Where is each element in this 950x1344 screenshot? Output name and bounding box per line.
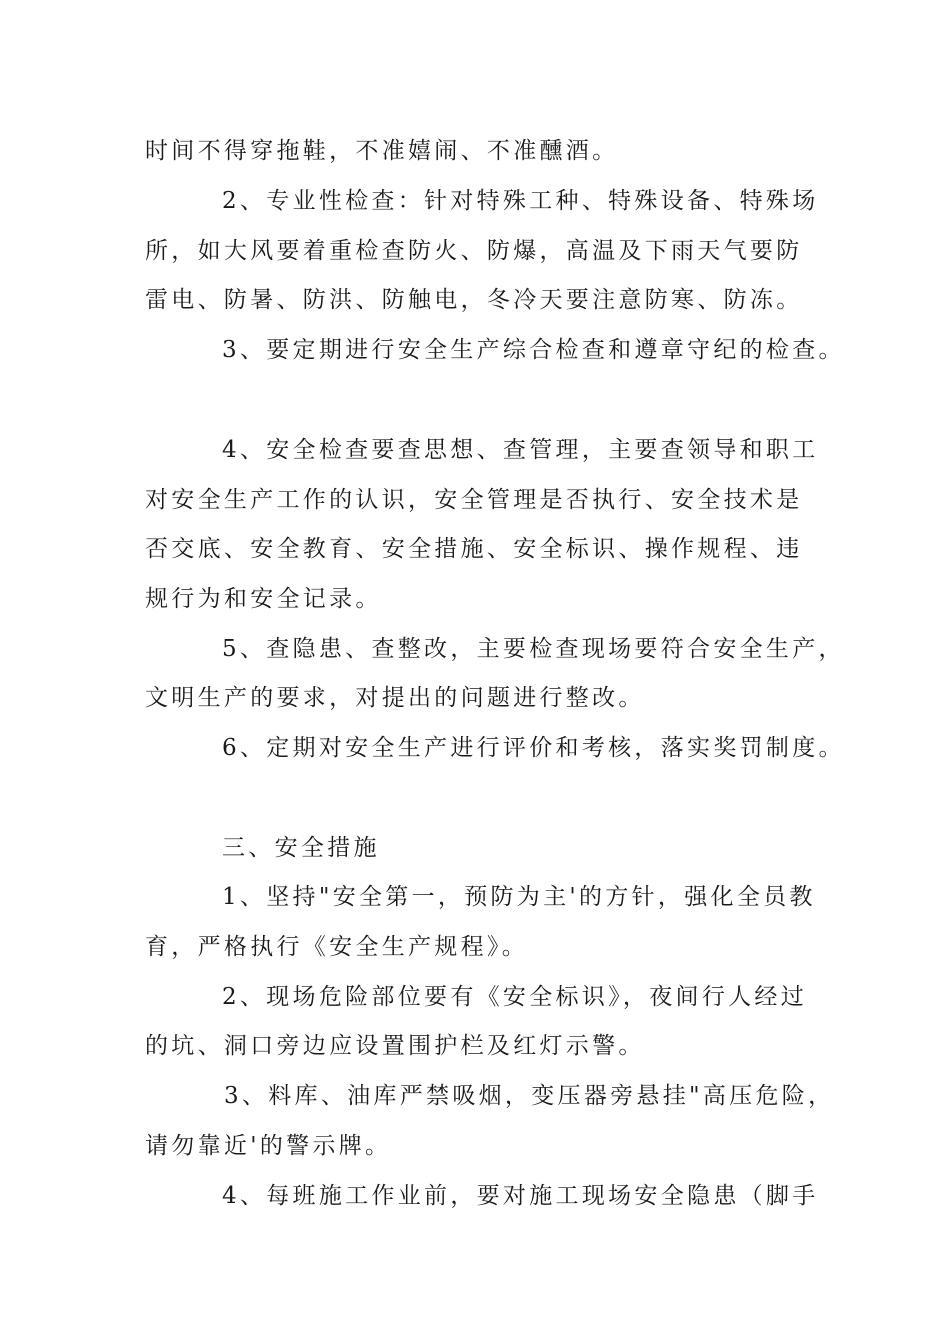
text-line-9: 规行为和安全记录。 xyxy=(145,586,382,612)
text-line-11: 文明生产的要求，对提出的问题进行整改。 xyxy=(145,685,645,711)
text-line-6: 4、安全检查要查思想、查管理，主要查领导和职工 xyxy=(222,437,819,463)
text-line-4: 雷电、防暑、防洪、防触电，冬冷天要注意防寒、防冻。 xyxy=(145,287,803,313)
text-line-12: 6、定期对安全生产进行评价和考核，落实奖罚制度。 xyxy=(222,735,845,761)
text-line-15: 育，严格执行《安全生产规程》。 xyxy=(145,934,528,960)
text-line-20: 4、每班施工作业前，要对施工现场安全隐患（脚手 xyxy=(222,1183,819,1209)
section-heading: 三、安全措施 xyxy=(222,835,380,861)
text-line-19: 请勿靠近'的警示牌。 xyxy=(145,1133,392,1159)
text-line-18: 3、料库、油库严禁吸烟，变压器旁悬挂"高压危险， xyxy=(224,1083,835,1109)
text-line-14: 1、坚持"安全第一，预防为主'的方针，强化全员教 xyxy=(222,884,816,910)
text-line-10: 5、查隐患、查整改，主要检查现场要符合安全生产， xyxy=(222,636,845,662)
text-line-1: 时间不得穿拖鞋，不准嬉闹、不准醺酒。 xyxy=(145,138,619,164)
text-line-17: 的坑、洞口旁边应设置围护栏及红灯示警。 xyxy=(145,1033,645,1059)
text-line-16: 2、现场危险部位要有《安全标识》，夜间行人经过 xyxy=(222,984,808,1010)
text-line-8: 否交底、安全教育、安全措施、安全标识、操作规程、违 xyxy=(145,536,803,562)
text-line-5: 3、要定期进行安全生产综合检查和遵章守纪的检查。 xyxy=(222,337,845,363)
text-line-7: 对安全生产工作的认识，安全管理是否执行、安全技术是 xyxy=(145,487,803,513)
text-line-2: 2、专业性检查：针对特殊工种、特殊设备、特殊场 xyxy=(222,188,819,214)
text-line-3: 所，如大风要着重检查防火、防爆，高温及下雨天气要防 xyxy=(145,238,803,264)
